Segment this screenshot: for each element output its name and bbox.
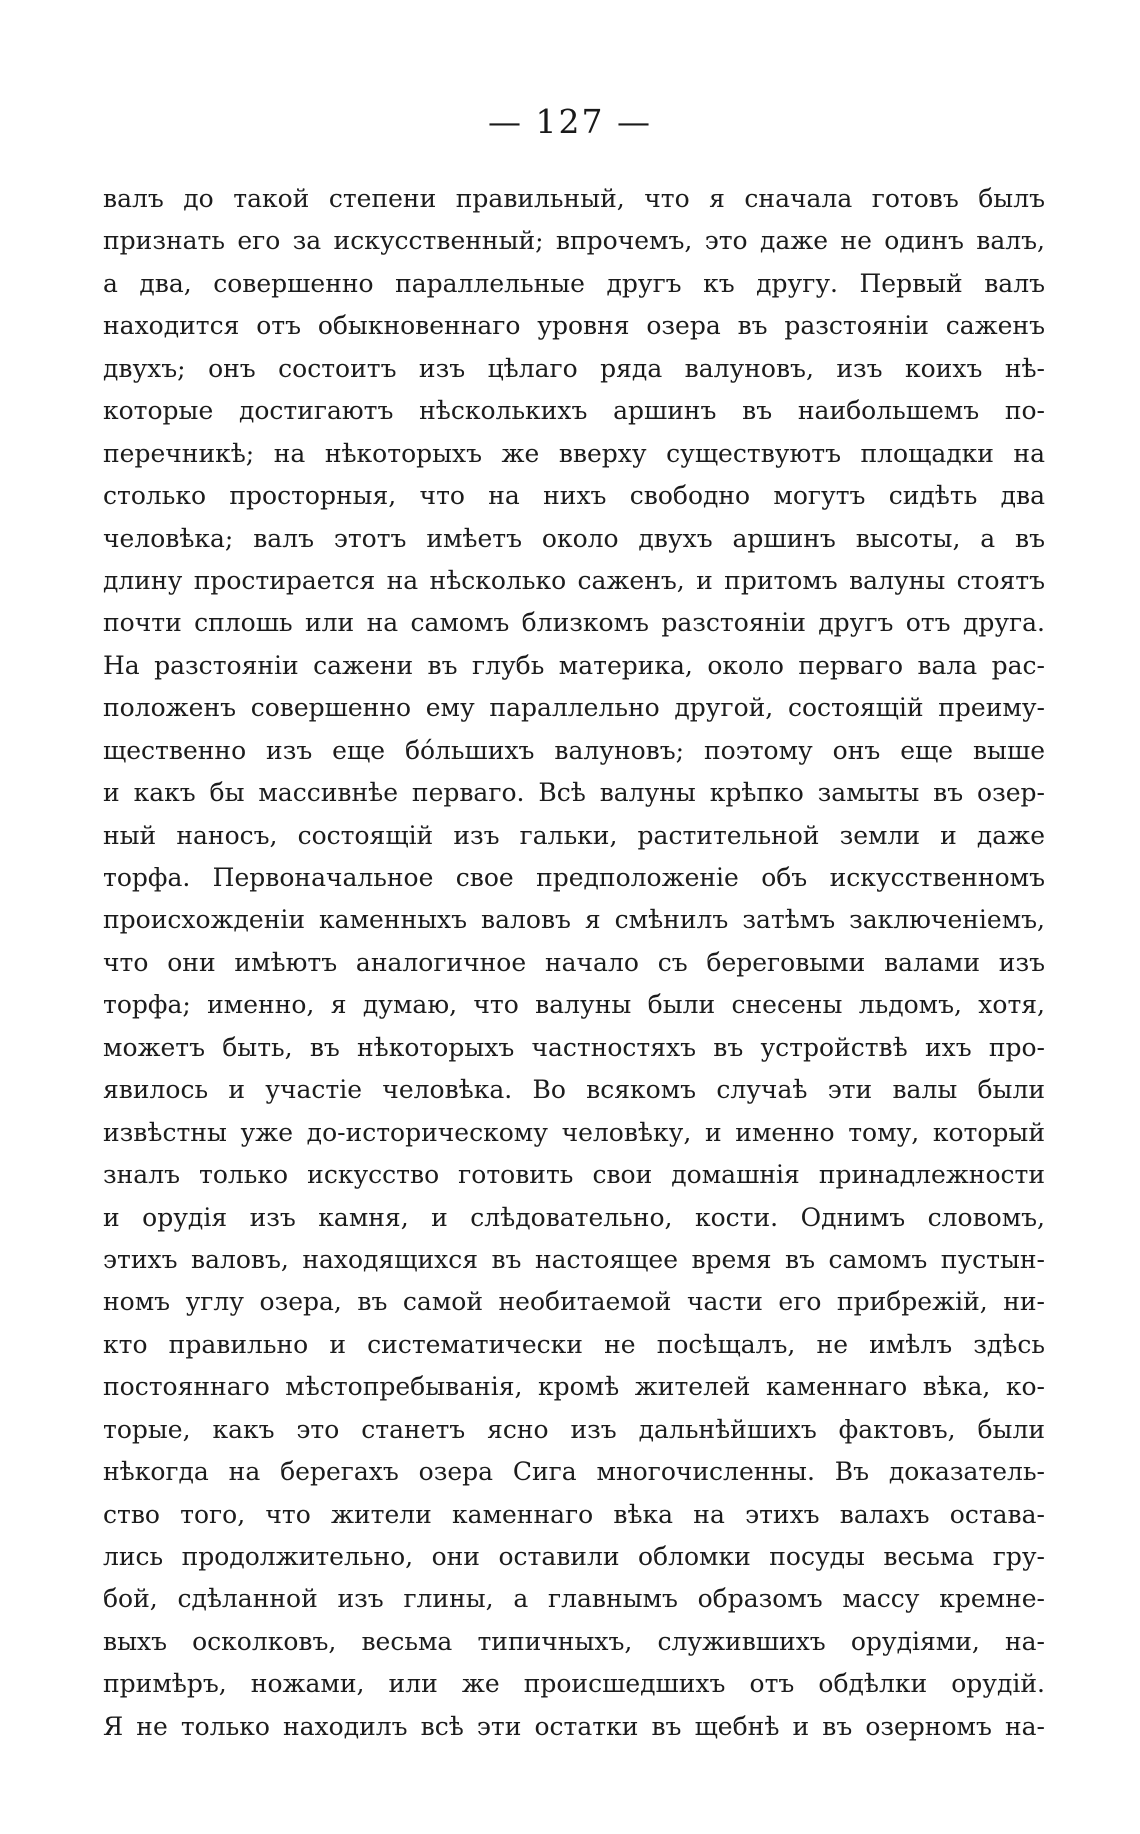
text-line: торфа; именно, я думаю, что валуны были снесены льдомъ, хотя,	[103, 990, 1045, 1020]
text-line: выхъ осколковъ, весьма типичныхъ, служившихъ орудіями, на-	[103, 1626, 1045, 1656]
text-line: нѣкогда на берегахъ озера Сига многочисленны. Въ доказатель-	[103, 1457, 1045, 1487]
text-line: перечникѣ; на нѣкоторыхъ же вверху существуютъ площадки на	[103, 438, 1045, 468]
text-line: постояннаго мѣстопребыванія, кромѣ жителей каменнаго вѣка, ко-	[103, 1372, 1045, 1402]
page-number: — 127 —	[488, 102, 652, 141]
text-line: торфа. Первоначальное свое предположеніе объ искусственномъ	[103, 863, 1045, 892]
text-line: торые, какъ это станетъ ясно изъ дальнѣйшихъ фактовъ, были	[103, 1414, 1045, 1444]
text-line: явилось и участіе человѣка. Во всякомъ случаѣ эти валы были	[103, 1075, 1045, 1105]
text-line: человѣка; валъ этотъ имѣетъ около двухъ аршинъ высоты, а въ	[103, 523, 1045, 553]
text-line: валъ до такой степени правильный, что я сначала готовъ былъ	[103, 184, 1045, 213]
text-line: извѣстны уже до-историческому человѣку, и именно тому, который	[103, 1117, 1045, 1147]
text-line: номъ углу озера, въ самой необитаемой части его прибрежій, ни-	[103, 1287, 1045, 1317]
text-line: почти сплошь или на самомъ близкомъ разстояніи другъ отъ друга.	[103, 608, 1045, 638]
text-line: признать его за искусственный; впрочемъ, это даже не одинъ валъ,	[103, 226, 1045, 256]
text-line: примѣръ, ножами, или же происшедшихъ отъ обдѣлки орудій.	[103, 1669, 1045, 1699]
text-line: находится отъ обыкновеннаго уровня озера въ разстояніи саженъ	[103, 311, 1045, 341]
text-line: кто правильно и систематически не посѣщалъ, не имѣлъ здѣсь	[103, 1329, 1045, 1359]
text-line: и орудія изъ камня, и слѣдовательно, кости. Однимъ словомъ,	[103, 1202, 1045, 1232]
text-line: ство того, что жители каменнаго вѣка на этихъ валахъ остава-	[103, 1499, 1045, 1529]
text-line: можетъ быть, въ нѣкоторыхъ частностяхъ въ устройствѣ ихъ про-	[103, 1032, 1045, 1062]
text-line: ный наносъ, состоящій изъ гальки, растительной земли и даже	[103, 820, 1045, 850]
text-line: которые достигаютъ нѣсколькихъ аршинъ въ наибольшемъ по-	[103, 396, 1045, 426]
text-line: Я не только находилъ всѣ эти остатки въ щебнѣ и въ озерномъ на-	[103, 1711, 1045, 1741]
text-line: столько просторныя, что на нихъ свободно могутъ сидѣть два	[103, 481, 1045, 511]
text-line: лись продолжительно, они оставили обломки посуды весьма гру-	[103, 1542, 1045, 1571]
text-line: бой, сдѣланной изъ глины, а главнымъ образомъ массу кремне-	[103, 1584, 1045, 1614]
text-line: двухъ; онъ состоитъ изъ цѣлаго ряда валуновъ, изъ коихъ нѣ-	[103, 353, 1045, 383]
text-line: что они имѣютъ аналогичное начало съ береговыми валами изъ	[103, 947, 1045, 977]
text-line: зналъ только искусство готовить свои домашнія принадлежности	[103, 1160, 1045, 1190]
text-line: На разстояніи сажени въ глубь материка, около перваго вала рас-	[103, 650, 1045, 680]
text-line: положенъ совершенно ему параллельно другой, состоящій преиму-	[103, 693, 1045, 723]
text-line: и какъ бы массивнѣе перваго. Всѣ валуны крѣпко замыты въ озер-	[103, 778, 1045, 808]
text-line: этихъ валовъ, находящихся въ настоящее время въ самомъ пустын-	[103, 1244, 1045, 1274]
text-line: а два, совершенно параллельные другъ къ другу. Первый валъ	[103, 268, 1045, 298]
text-line: длину простирается на нѣсколько саженъ, и притомъ валуны стоятъ	[103, 565, 1045, 595]
text-line: происхожденіи каменныхъ валовъ я смѣнилъ затѣмъ заключеніемъ,	[103, 905, 1045, 935]
body-text	[103, 178, 1045, 1748]
text-line: щественно изъ еще бо́льшихъ валуновъ; поэтому онъ еще выше	[103, 735, 1045, 765]
